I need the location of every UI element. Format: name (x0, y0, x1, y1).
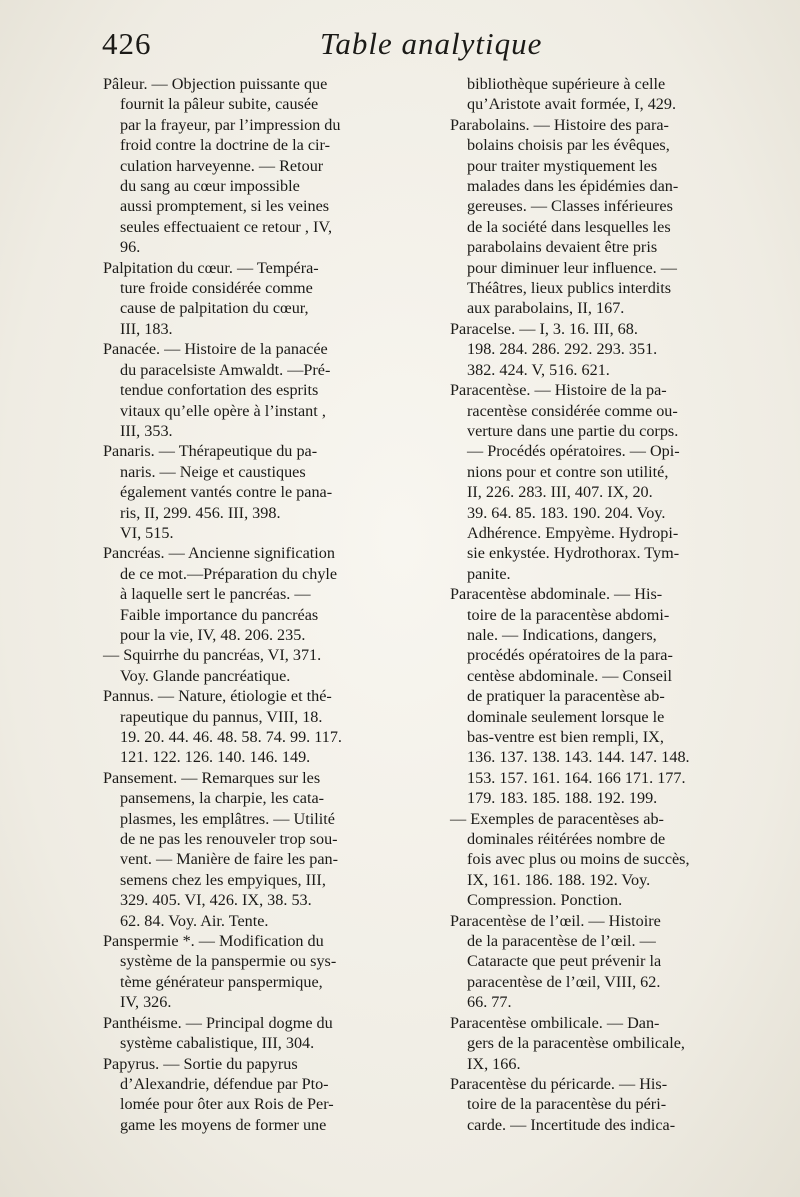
index-line: bolains choisis par les évêques, (467, 136, 670, 155)
index-line: dominales réitérées nombre de (467, 830, 666, 849)
index-line: 329. 405. VI, 426. IX, 38. 53. (120, 891, 312, 910)
running-title: Table analytique (320, 26, 543, 61)
index-line: VI, 515. (120, 523, 174, 542)
index-entry-heading: Pâleur. — Objection puissante que (103, 75, 328, 93)
index-line: nions pour et contre son utilité, (467, 462, 669, 481)
index-line: ris, II, 299. 456. III, 398. (120, 503, 281, 522)
index-line: aux parabolains, II, 167. (467, 299, 625, 318)
index-line: toire de la paracentèse abdomi- (467, 605, 670, 624)
index-entry-heading: Paracelse. — I, 3. 16. III, 68. (450, 319, 638, 338)
index-line: semens chez les empyiques, III, (120, 870, 326, 889)
index-entry-heading: Palpitation du cœur. — Tempéra- (103, 258, 319, 277)
left-column (103, 74, 427, 1135)
index-line: fois avec plus ou moins de succès, (467, 850, 690, 869)
index-line: 121. 122. 126. 140. 146. 149. (120, 748, 311, 767)
page-number: 426 (102, 26, 152, 61)
index-line: nale. — Indications, dangers, (467, 625, 657, 644)
index-line: malades dans les épidémies dan- (467, 177, 679, 196)
index-line: seules effectuaient ce retour , IV, (120, 217, 332, 236)
index-line: parabolains devaient être pris (467, 238, 658, 257)
index-line: verture dans une partie du corps. (467, 421, 679, 440)
index-line: paracentèse de l’œil, VIII, 62. (467, 972, 661, 991)
index-line: de la société dans lesquelles les (467, 217, 671, 236)
index-line: également vantés contre le pana- (120, 483, 333, 502)
index-line: 96. (120, 238, 141, 257)
index-line: froid contre la doctrine de la cir- (120, 136, 331, 155)
index-line: aussi promptement, si les veines (120, 197, 330, 216)
index-line: racentèse considérée comme ou- (467, 401, 678, 420)
index-line: II, 226. 283. III, 407. IX, 20. (467, 483, 653, 502)
index-line: gereuses. — Classes inférieures (467, 197, 673, 216)
index-line: culation harveyenne. — Retour (120, 156, 324, 175)
index-line: système de la panspermie ou sys- (120, 952, 337, 971)
index-line: sie enkystée. Hydrothorax. Tym- (467, 544, 680, 563)
index-line: du paracelsiste Amwaldt. —Pré- (120, 360, 331, 379)
index-line: 19. 20. 44. 46. 48. 58. 74. 99. 117. (120, 728, 342, 746)
index-line: dominale seulement lorsque le (467, 707, 665, 726)
index-entry-heading: Panacée. — Histoire de la panacée (103, 340, 328, 359)
index-line: de la paracentèse de l’œil. — (467, 932, 656, 951)
index-line: centèse abdominale. — Conseil (467, 666, 672, 685)
index-line: par la frayeur, par l’impression du (120, 115, 341, 134)
index-line: ture froide considérée comme (120, 279, 313, 298)
index-entry-heading: Pancréas. — Ancienne signification (103, 544, 335, 563)
index-line: Compression. Ponction. (467, 891, 623, 910)
index-line: Théâtres, lieux publics interdits (467, 279, 672, 298)
index-entry-heading: — Exemples de paracentèses ab- (450, 809, 664, 828)
index-line: Cataracte que peut prévenir la (467, 952, 662, 971)
index-line: 136. 137. 138. 143. 144. 147. 148. (467, 748, 690, 767)
index-line: toire de la paracentèse du péri- (467, 1095, 667, 1114)
index-line: plasmes, les emplâtres. — Utilité (120, 809, 335, 828)
index-entry-heading: Panaris. — Thérapeutique du pa- (103, 442, 318, 461)
index-line: Voy. Glande pancréatique. (120, 666, 291, 685)
index-line: panite. (467, 564, 511, 583)
index-line: naris. — Neige et caustiques (120, 462, 306, 481)
index-line: à laquelle sert le pancréas. — (120, 585, 311, 604)
index-entry-heading: Parabolains. — Histoire des para- (450, 115, 669, 134)
index-line: 198. 284. 286. 292. 293. 351. (467, 340, 658, 359)
index-line: — Procédés opératoires. — Opi- (467, 442, 680, 461)
index-line: qu’Aristote avait formée, I, 429. (467, 95, 677, 114)
index-line: III, 183. (120, 319, 173, 338)
index-line: lomée pour ôter aux Rois de Per- (120, 1095, 334, 1114)
index-entry-heading: Papyrus. — Sortie du papyrus (103, 1054, 298, 1073)
index-line: III, 353. (120, 421, 173, 440)
index-line: système cabalistique, III, 304. (120, 1034, 315, 1053)
index-line: IV, 326. (120, 993, 172, 1012)
index-line: 179. 183. 185. 188. 192. 199. (467, 789, 658, 808)
index-line: de ne pas les renouveler trop sou- (120, 830, 338, 849)
index-line: pour traiter mystiquement les (467, 156, 658, 175)
index-line: pour la vie, IV, 48. 206. 235. (120, 625, 306, 644)
index-entry-heading: Paracentèse ombilicale. — Dan- (450, 1013, 660, 1032)
index-line: bibliothèque supérieure à celle (467, 75, 666, 93)
right-column (450, 74, 768, 1135)
index-line: tendue confortation des esprits (120, 381, 319, 400)
index-entry-heading: Pannus. — Nature, étiologie et thé- (103, 687, 332, 706)
page-header (0, 22, 800, 72)
index-line: pour diminuer leur influence. — (467, 258, 677, 277)
index-line: fournit la pâleur subite, causée (120, 95, 319, 114)
index-line: de ce mot.—Préparation du chyle (120, 564, 338, 583)
index-entry-heading: Panthéisme. — Principal dogme du (103, 1013, 333, 1032)
index-entry-heading: Paracentèse du péricarde. — His- (450, 1074, 668, 1093)
index-line: pansemens, la charpie, les cata- (120, 789, 325, 808)
index-line: 62. 84. Voy. Air. Tente. (120, 911, 269, 930)
index-line: IX, 161. 186. 188. 192. Voy. (467, 870, 651, 889)
index-entry-heading: Paracentèse. — Histoire de la pa- (450, 381, 667, 400)
index-line: du sang au cœur impossible (120, 177, 300, 196)
index-line: 153. 157. 161. 164. 166 171. 177. (467, 768, 686, 787)
index-entry-heading: — Squirrhe du pancréas, VI, 371. (103, 646, 322, 665)
index-line: d’Alexandrie, défendue par Pto- (120, 1074, 329, 1093)
index-entry-heading: Paracentèse abdominale. — His- (450, 585, 663, 604)
index-line: IX, 166. (467, 1054, 521, 1073)
index-line: procédés opératoires de la para- (467, 646, 673, 665)
index-line: de pratiquer la paracentèse ab- (467, 687, 665, 706)
index-line: 382. 424. V, 516. 621. (467, 360, 610, 379)
index-line: cause de palpitation du cœur, (120, 299, 309, 318)
index-line: 66. 77. (467, 993, 512, 1012)
index-line: carde. — Incertitude des indica- (467, 1115, 676, 1134)
index-entry-heading: Paracentèse de l’œil. — Histoire (450, 911, 661, 930)
index-entry-heading: Pansement. — Remarques sur les (103, 768, 321, 787)
index-line: tème générateur panspermique, (120, 972, 323, 991)
index-line: vent. — Manière de faire les pan- (120, 850, 338, 869)
index-line: bas-ventre est bien rempli, IX, (467, 728, 664, 746)
index-line: 39. 64. 85. 183. 190. 204. Voy. (467, 503, 666, 522)
index-line: gers de la paracentèse ombilicale, (467, 1034, 685, 1053)
index-entry-heading: Panspermie *. — Modification du (103, 932, 324, 951)
index-line: Faible importance du pancréas (120, 605, 319, 624)
index-line: game les moyens de former une (120, 1115, 327, 1134)
index-line: vitaux qu’elle opère à l’instant , (120, 401, 326, 420)
index-line: rapeutique du pannus, VIII, 18. (120, 707, 323, 726)
index-line: Adhérence. Empyème. Hydropi- (467, 523, 679, 542)
